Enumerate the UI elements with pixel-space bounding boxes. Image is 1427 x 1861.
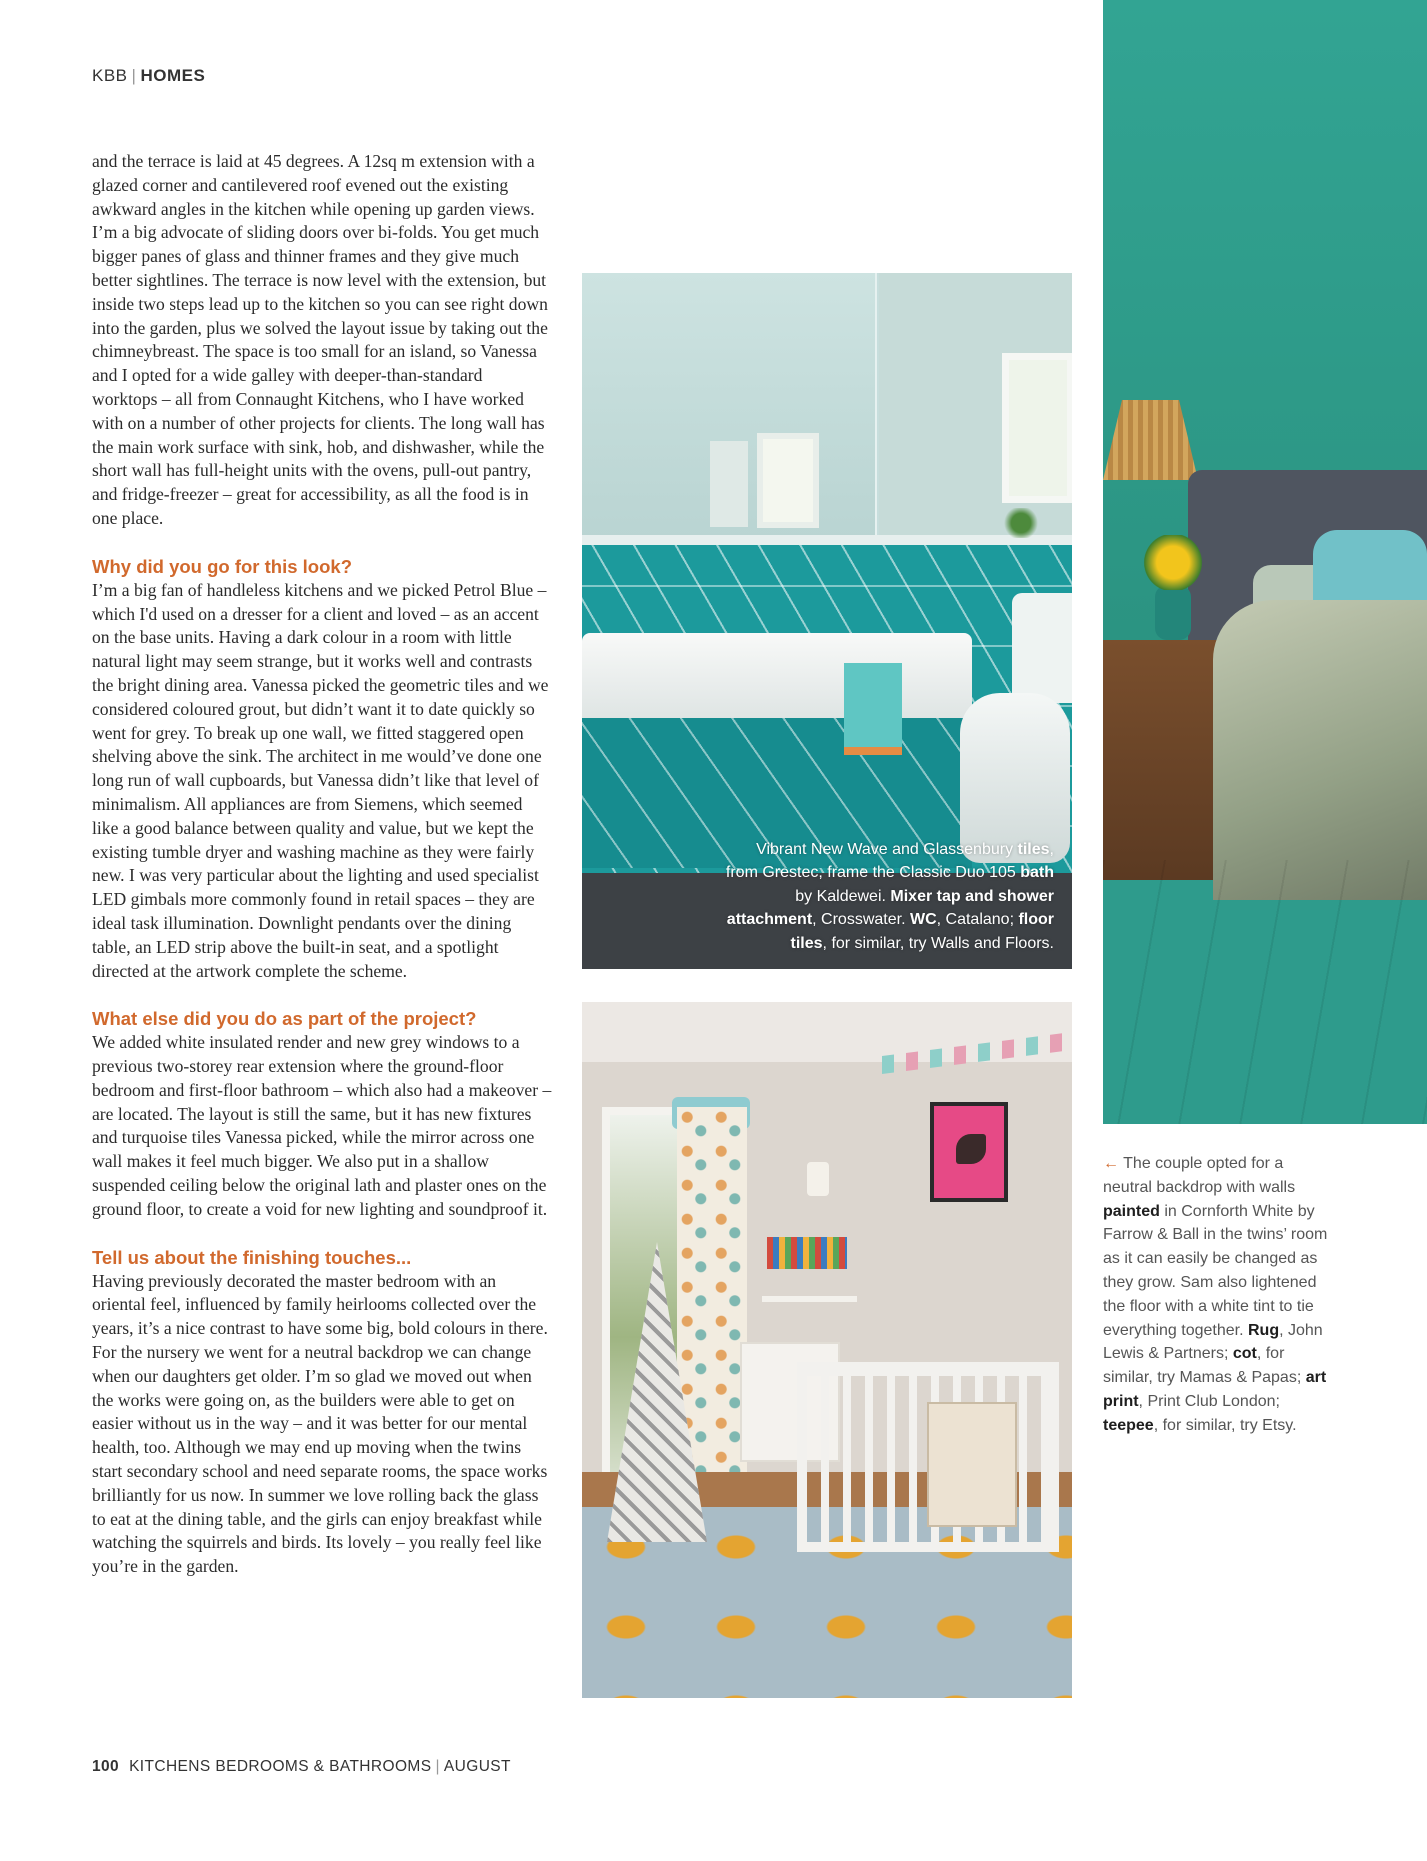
pink-art-print: [930, 1102, 1008, 1202]
bathtub: [582, 633, 972, 718]
wall-shelves: [762, 1232, 857, 1302]
tile-ledge: [582, 535, 1072, 545]
floorboards: [1103, 860, 1427, 1124]
page-number: 100: [92, 1758, 120, 1775]
wall-cabinet: [710, 441, 748, 527]
article-paragraph: Having previously decorated the master bedroom with an oriental feel, influenced by family heirlooms collected over the years, it’s a nice contrast to have some big, bold colours in there. For the nursery we went for a neutral backdrop we can change when our daughters get older. I’m so glad we moved out when the works were going on, as the builders were able to get on easier without us in the way – and it was better for our mental health, too. Although we may end up moving when the twins start secondary school and need separate rooms, the space works brilliantly for us now. In summer we love rolling back the glass to eat at the dining table, and the girls can enjoy breakfast while watching the squirrels and birds. Its lovely – you really feel like you’re in the garden.: [92, 1270, 548, 1577]
wall-light: [807, 1162, 829, 1196]
yellow-flowers: [1143, 535, 1203, 590]
window-reflection: [757, 433, 819, 528]
bathroom-caption: Vibrant New Wave and Glassenbury tiles, from Grestec, frame the Classic Duo 105 bath by Kaldewei. Mixer tap and shower attachment, Crosswater. WC, Catalano; floor tiles, for similar, try Walls and Floors.: [725, 840, 1054, 952]
bedding: [1213, 600, 1427, 900]
nursery-photo: [582, 1002, 1072, 1698]
vase: [1155, 585, 1191, 640]
cot-organiser: [927, 1402, 1017, 1527]
article-paragraph: I’m a big fan of handleless kitchens and we picked Petrol Blue – which I'd used on a dresser for a client and loved – as an accent on the base units. Having a dark colour in a room with little natural light may seem strange, but it works well and contrasts the bright dining area. Vanessa picked the geometric tiles and we considered coloured grout, but didn’t want it to date quickly so went for grey. To break up one wall, we fitted staggered open shelving above the sink. The architect in me would’ve done one long run of wall cupboards, but Vanessa didn’t like that level of minimalism. All appliances are from Siemens, which seemed like a good balance between quality and value, but we kept the existing tumble dryer and washing machine as they were fairly new. I was very particular about the lighting and used specialist LED gimbals more commonly found in retail spaces – they are ideal task illumination. Downlight pendants over the dining table, an LED strip above the built-in seat, and a spotlight directed at the artwork complete the scheme.: [92, 579, 549, 981]
article-subheading: What else did you do as part of the project?: [92, 1008, 477, 1030]
toilet-cistern: [1012, 593, 1072, 703]
page-footer: [92, 1758, 511, 1776]
towel: [844, 663, 902, 755]
article-subheading: Why did you go for this look?: [92, 555, 353, 577]
article-body: [92, 150, 552, 1579]
brand-label: KBB: [92, 66, 128, 85]
arrow-left-icon: ←: [1103, 1155, 1119, 1172]
side-caption: ← The couple opted for a neutral backdrop with walls painted in Cornforth White by Farrow & Ball in the twins’ room as it can easily be changed as they grow. Sam also lightened the floor with a white tint to tie everything together. Rug, John Lewis & Partners; cot, for similar, try Mamas & Papas; art print, Print Club London; teepee, for similar, try Etsy.: [1103, 1155, 1328, 1434]
article-paragraph: We added white insulated render and new grey windows to a previous two-storey rear extension where the ground-floor bedroom and first-floor bathroom – which also had a makeover – are located. The layout is still the same, but it has new fixtures and turquoise tiles Vanessa picked, while the mirror across one wall makes it feel much bigger. We also put in a shallow suspended ceiling below the original lath and plaster ones on the ground floor, to create a void for new lighting and soundproof it.: [92, 1032, 552, 1219]
header-separator: |: [131, 66, 137, 85]
bedroom-photo: [1103, 0, 1427, 1124]
bathroom-window: [1002, 353, 1072, 503]
running-header: [92, 66, 205, 86]
footer-separator: |: [435, 1758, 440, 1775]
magazine-title: KITCHENS BEDROOMS & BATHROOMS: [129, 1758, 432, 1775]
issue-month: AUGUST: [443, 1758, 511, 1775]
nightstand: [1103, 640, 1228, 880]
article-subheading: Tell us about the finishing touches...: [92, 1246, 412, 1268]
bathroom-photo: [582, 273, 1072, 969]
section-label: HOMES: [140, 66, 206, 85]
article-paragraph: and the terrace is laid at 45 degrees. A 12sq m extension with a glazed corner and cantilevered roof evened out the existing awkward angles in the kitchen while opening up garden views. I’m a big advocate of sliding doors over bi-folds. You get much bigger panes of glass and thinner frames and they give much better sightlines. The terrace is now level with the extension, but inside two steps lead up to the kitchen so you can see right down into the garden, plus we solved the layout issue by taking out the chimneybreast. The space is too small for an island, so Vanessa and I opted for a wide galley with deeper-than-standard worktops – all from Connaught Kitchens, who I have worked with on a number of other projects for clients. The long wall has the main work surface with sink, hob, and dishwasher, while the short wall has full-height units with the ovens, pull-out pantry, and fridge-freezer – great for accessibility, as all the food is in one place.: [92, 151, 548, 528]
potted-plant: [1002, 508, 1040, 538]
